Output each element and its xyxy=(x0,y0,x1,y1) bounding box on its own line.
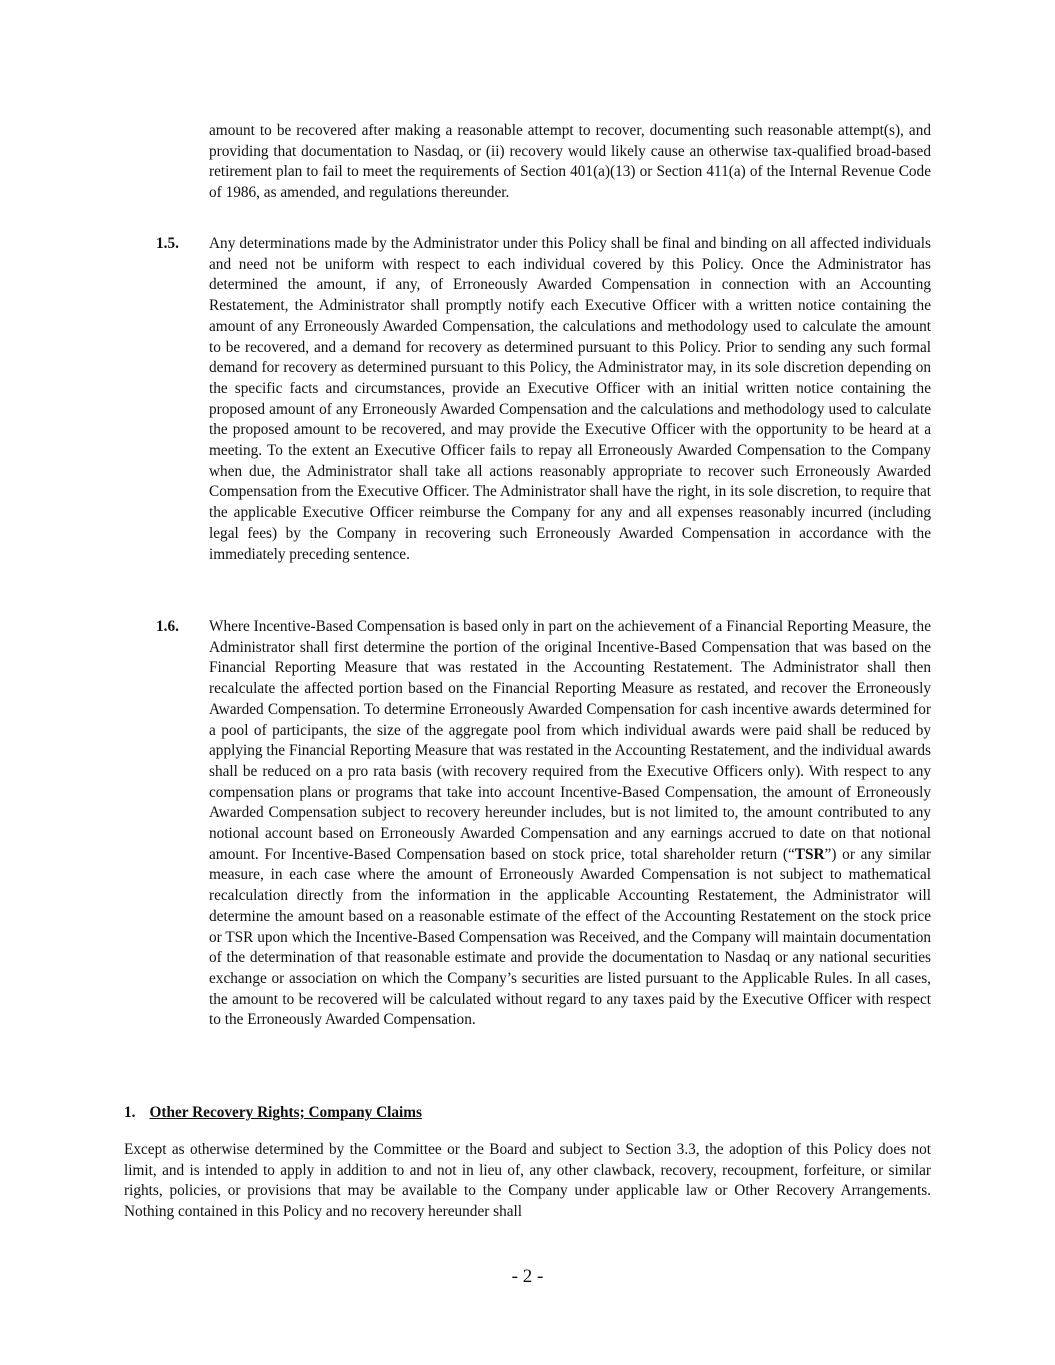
section-1-6-label: 1.6. xyxy=(156,618,179,635)
section-1-6-text-after: ”) or any similar measure, in each case where the amount of Erroneously Awarded Compensation is not subject to mathematical recalculation directly from the information in the applicable Accounting Restatement, the Administrator will determine the amount based on a reasonable estimate of the effect of the Accounting Restatement on the stock price or TSR upon which the Incentive-Based Compensation was Received, and the Company will maintain documentation of the determination of that reasonable estimate and provide the documentation to Nasdaq or any national securities exchange or association on which the Company’s securities are listed pursuant to the Applicable Rules. In all cases, the amount to be recovered will be calculated without regard to any taxes paid by the Executive Officer with respect to the Erroneously Awarded Compensation. xyxy=(209,845,932,1029)
page-number: - 2 - xyxy=(511,1266,544,1287)
defined-term-tsr: TSR xyxy=(794,845,825,863)
heading-number: 1. xyxy=(124,1104,136,1121)
section-1-5-label: 1.5. xyxy=(156,235,179,252)
heading-title: Other Recovery Rights; Company Claims xyxy=(149,1104,422,1121)
continuation-paragraph: amount to be recovered after making a reasonable attempt to recover, documenting such reasonable attempt(s), and providing that documentation to Nasdaq, or (ii) recovery would likely cause an otherwise tax-qualified broad-based retirement plan to fail to meet the requirements of Section 401(a)(13) or Section 411(a) of the Internal Revenue Code of 1986, as amended, and regulations thereunder. xyxy=(209,122,931,202)
section-heading xyxy=(124,1103,422,1124)
section-1-5-text: Any determinations made by the Administrator under this Policy shall be final and binding on all affected individuals and need not be uniform with respect to each individual covered by this Policy. Once the Administrator has determined the amount, if any, of Erroneously Awarded Compensation in connection with an Accounting Restatement, the Administrator shall promptly notify each Executive Officer with a written notice containing the amount of any Erroneously Awarded Compensation, the calculations and methodology used to calculate the amount to be recovered, and a demand for recovery as determined pursuant to this Policy. Prior to sending any such formal demand for recovery as determined pursuant to this Policy, the Administrator may, in its sole discretion depending on the specific facts and circumstances, provide an Executive Officer with an initial written notice containing the proposed amount of any Erroneously Awarded Compensation and the calculations and methodology used to calculate the proposed amount to be recovered, and may provide the Executive Officer with the opportunity to be heard at a meeting. To the extent an Executive Officer fails to repay all Erroneously Awarded Compensation to the Company when due, the Administrator shall take all actions reasonably appropriate to recover such Erroneously Awarded Compensation from the Executive Officer. The Administrator shall have the right, in its sole discretion, to require that the applicable Executive Officer reimburse the Company for any and all expenses reasonably incurred (including legal fees) by the Company in recovering such Erroneously Awarded Compensation in accordance with the immediately preceding sentence. xyxy=(209,235,931,563)
section-1-6-text-before: Where Incentive-Based Compensation is based only in part on the achievement of a Financial Reporting Measure, the Administrator shall first determine the portion of the original Incentive-Based Compensation that was based on the Financial Reporting Measure that was restated in the Accounting Restatement. The Administrator shall then recalculate the affected portion based on the Financial Reporting Measure as restated, and recover the Erroneously Awarded Compensation. To determine Erroneously Awarded Compensation for cash incentive awards determined for a pool of participants, the size of the aggregate pool from which individual awards were paid shall be reduced by applying the Financial Reporting Measure that was restated in the Accounting Restatement, and the individual awards shall be reduced on a pro rata basis (with recovery required from the Executive Officers only). With respect to any compensation plans or programs that take into account Incentive-Based Compensation, the amount of Erroneously Awarded Compensation subject to recovery hereunder includes, but is not limited to, the amount contributed to any notional account based on Erroneously Awarded Compensation and any earnings accrued to date on that notional amount. For Incentive-Based Compensation based on stock price, total shareholder return (“ xyxy=(209,618,931,863)
section-1-6-text xyxy=(209,617,931,1031)
body-paragraph: Except as otherwise determined by the Committee or the Board and subject to Section 3.3, the adoption of this Policy does not limit, and is intended to apply in addition to and not in lieu of, any other clawback, recovery, recoupment, forfeiture, or similar rights, policies, or provisions that may be available to the Company under applicable law or Other Recovery Arrangements. Nothing contained in this Policy and no recovery hereunder shall xyxy=(124,1141,931,1221)
